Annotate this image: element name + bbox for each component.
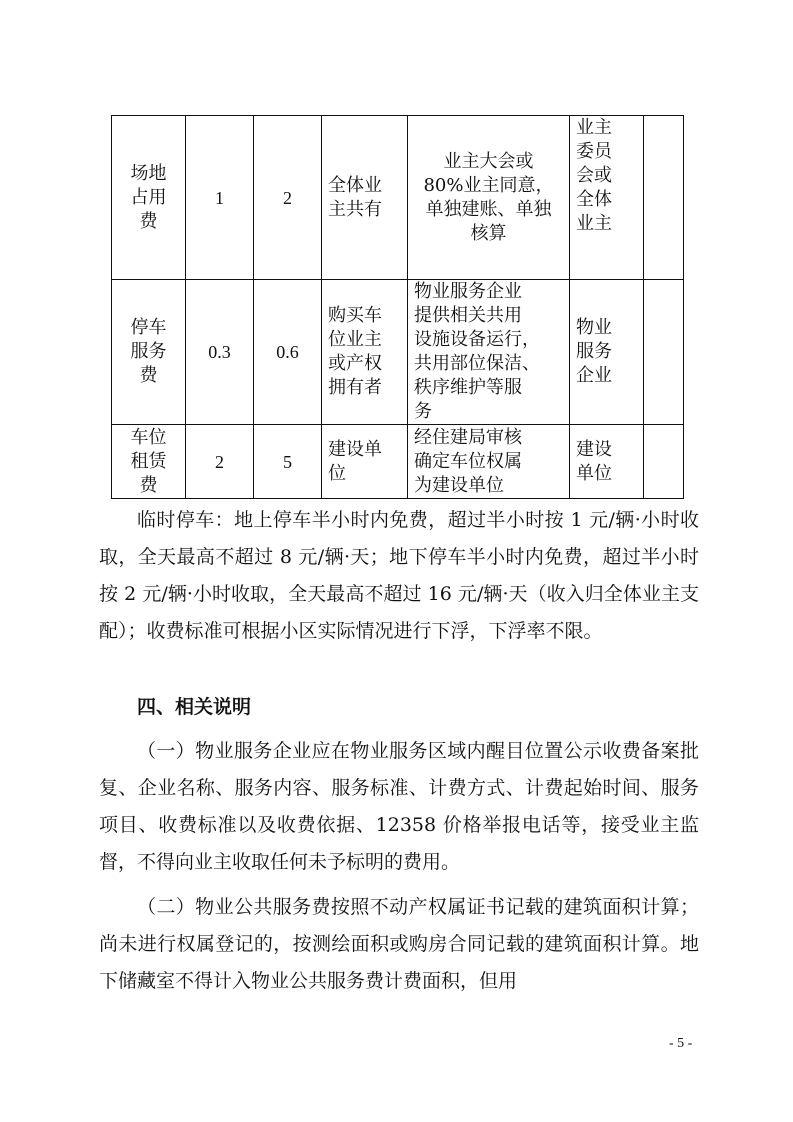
- fee-owner-cell: 全体业 主共有: [322, 116, 408, 280]
- fee-collector-cell: 业主 委员 会或 全体 业主: [570, 116, 644, 280]
- fee-collector-cell: 建设 单位: [570, 425, 644, 499]
- table-row: [112, 425, 684, 499]
- fee-name-cell: 场地 占用 费: [112, 116, 186, 280]
- fee-owner-cell: 建设单 位: [322, 425, 408, 499]
- fee-max-cell: 2: [254, 116, 322, 280]
- fee-basis-cell: 物业服务企业 提供相关共用 设施设备运行， 共用部位保洁、 秩序维护等服 务: [408, 280, 570, 425]
- fee-owner-cell: 购买车 位业主 或产权 拥有者: [322, 280, 408, 425]
- body-paragraph-1: （一）物业服务企业应在物业服务区域内醒目位置公示收费备案批复、企业名称、服务内容、服务标准、计费方式、计费起始时间、服务项目、收费标准以及收费依据、12358 价格举报电话等，接受业主监督，不得向业主收取任何未予标明的费用。: [99, 740, 699, 873]
- table-row: [112, 116, 684, 280]
- fee-max-cell: 0.6: [254, 280, 322, 425]
- fee-max-cell: 5: [254, 425, 322, 499]
- fee-min-cell: 1: [186, 116, 254, 280]
- fee-note-cell: [644, 116, 684, 280]
- section-heading: 四、相关说明: [137, 696, 252, 718]
- fee-name-cell: 停车 服务 费: [112, 280, 186, 425]
- fee-standard-table: [111, 115, 684, 499]
- fee-note-cell: [644, 280, 684, 425]
- fee-min-cell: 0.3: [186, 280, 254, 425]
- page-number: - 5 -: [669, 1036, 693, 1051]
- fee-name-cell: 车位 租赁 费: [112, 425, 186, 499]
- fee-collector-cell: 物业 服务 企业: [570, 280, 644, 425]
- table-row: [112, 280, 684, 425]
- fee-basis-cell: 业主大会或 80%业主同意， 单独建账、单独 核算: [408, 116, 570, 280]
- fee-note-cell: [644, 425, 684, 499]
- fee-min-cell: 2: [186, 425, 254, 499]
- body-paragraph-2: （二）物业公共服务费按照不动产权属证书记载的建筑面积计算；尚未进行权属登记的，按测绘面积或购房合同记载的建筑面积计算。地下储藏室不得计入物业公共服务费计费面积，但用: [99, 896, 699, 992]
- temporary-parking-paragraph: 临时停车：地上停车半小时内免费，超过半小时按 1 元/辆·小时收取，全天最高不超过 8 元/辆·天；地下停车半小时内免费，超过半小时按 2 元/辆·小时收取，全天最高不超过 16 元/辆·天（收入归全体业主支配）；收费标准可根据小区实际情况进行下浮，下浮率不限。: [99, 509, 699, 642]
- fee-basis-cell: 经住建局审核 确定车位权属 为建设单位: [408, 425, 570, 499]
